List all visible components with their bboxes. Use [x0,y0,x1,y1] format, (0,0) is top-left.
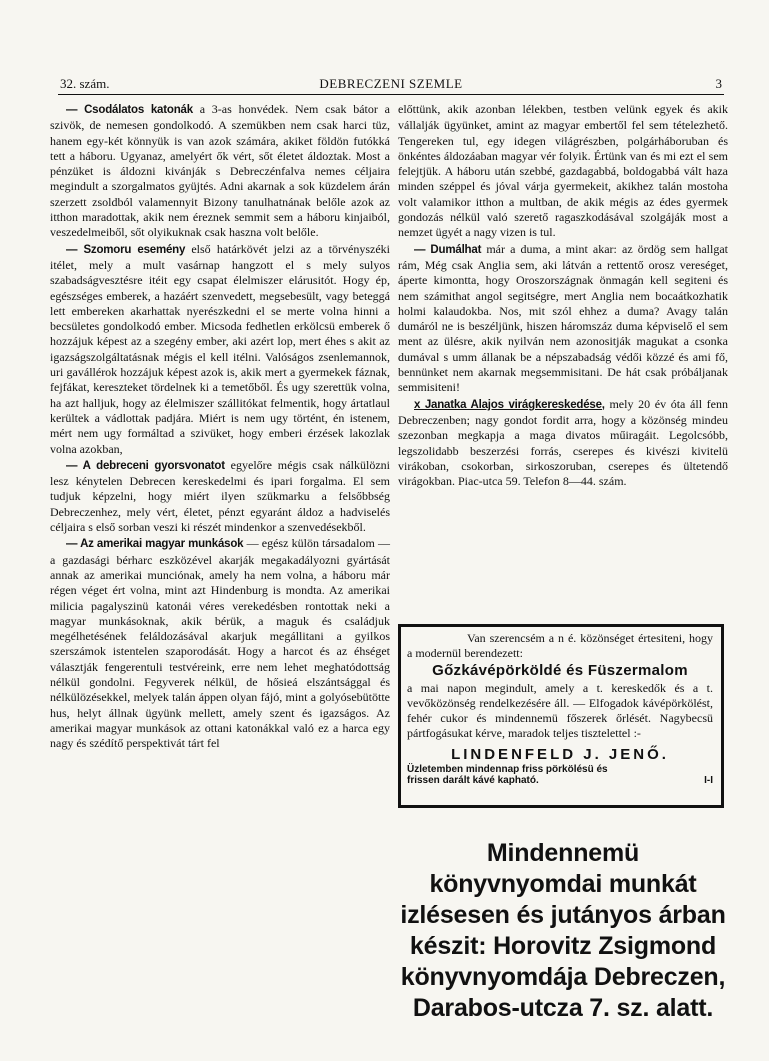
article-heading: — Dumálhat [414,243,482,256]
article-body: első határkövét jelzi az a törvényszéki itélet, mely a mult vasárnap hangzott el s mely sulyos szabadságvesztésre itéit egy csapat élelmiszer elárusitót. Hogy ép, egészséges emberek, a hazáért szenvedett, megsebesült, vagy beteggá lett embereken akarhattak nyerészkedni el se merte volna hinni a becsületes gondolkodó ember. Micsoda fedhetlen erkölcsü emberek ő hozzájuk képest az a szegény ember, aki azért lop, mert éhes s akit az igazságszolgáltatásnak mégis el kell itélni. Valóságos zsenlemannok, uri gavállérok hozzájuk képest azok is, akik mert a gyermekek fáznak, fejfákat, kereszteket tördelnek ki a temetőből. És ugy szerettük volna, ha azt halljuk, hogy az élelmiszer szállitókat felmentik, hogy ártatlaul kerültek a vádlottak padjára. Miért is nem ugy történt, én istenem, mért nem ugy formáltad a szivüket, hogy emberi érzések lakozlak volna azokban, [50,241,390,456]
advert-footer-line: Üzletemben mindennap friss pörkölésü és [407,764,608,775]
printing-advert-line: Mindennemü [486,839,640,867]
issue-number: 32. szám. [60,76,110,91]
article-dumalhat [398,242,728,396]
advert-footer-line: frissen darált kávé kapható. [407,775,539,786]
article-heading: — Az amerikai magyar munkások [66,538,244,551]
article-gyorsvonat [50,458,390,535]
page-number: 3 [715,76,722,91]
article-heading: — A debreceni gyorsvonatot [66,459,225,472]
advert-mark: I-I [704,775,713,786]
article-amerikai-munkasok [50,536,390,751]
article-heading: — Szomoru esemény [66,243,186,256]
article-body: egyelőre mégis csak nálkülözni lesz kénytelen Debrecen kereskedelmi és ipari forgalma. El sem tudjuk képzelni, hogy miért ilyen szükmarku a felsőbbség Debreczenhez, mely vért, életet, pénzt egyaránt áldoz a hadviselés céljaira s első sorban veszi ki részét mindenkor a szenvedésekből. [50,457,391,535]
article-body: — egész külön társadalom — a gazdasági bérharc eszközével akarják megakadályozni gyártását annak az amerikai munciónak, amely ha nem volna, a háboru már régen véget ért volna, mint azt Hindenburg is mondta. Az amerikai milicia pagalyszinü katonái véres verekedésben rontottak neki a magyar munkásoknak, akik bérük, a maguk és családjuk megélhetésének feláldozásával akarjuk megállitani a gyilkos szerszámok istentelen szaporodását. Hogy a harcot és az éhséget választják fengerentuli testvéreink, erre nem lehet meghatódottság nélkül gondolni. Fegyverek nélkül, de hősieá elszántsággal és nélkülözésekkel, melyek talán áppen olyan fájó, mint a golyósebütötte hus, helyt állnak ügyünk mellett, amely szent és igazságos. Az amerikai magyar munkások az ottani katonákkal való ez a harca egy nagy és szédítő perspektivát tárt fel [50,536,390,751]
printing-advert [400,838,726,1024]
article-body: a 3-as honvédek. Nem csak bátor a szivök, de nemesen gondolkodó. A szemükben nem csak harci tüz, hanem egy-két könnyük is van azok számára, akiket földön futókká tett a háboru. Ugyanaz, amelyért ők vért, sőt életet áldoztak. Most a pénzüket is áldozni kivánják s Debreczénfalva nemes céljaira megindult a szorgalmatos gyüjtés. Adni akarnak a sok küzdelem árán szerzett zsoldból valamennyit Bizony tanulhatnának belőle azok az itthon maradottak, akik nem éreznek semmit sem a háboru kinjaiból, veszedelmeiből, sőt olyikuknak csak haszna volt belőle. [50,102,390,240]
article-heading: — Csodálatos katonák [66,104,193,116]
article-janatka [398,397,728,490]
article-szomoru-esemeny [50,242,390,457]
article-csodalatos-katonak [50,102,390,241]
header-rule [58,94,724,95]
printing-advert-line: készit: Horovitz Zsigmond [409,932,717,960]
advert-footer [407,764,713,786]
coffee-advert-box [398,624,724,808]
page-header [60,76,722,94]
article-body: már a duma, a mint akar: az ördög sem hallgat rám, Még csak Anglia sem, aki látván a rettentő orosz vereséget, áperte kimontta, hogy Oroszországnak önmagán kell segiteni és nem számithat angol segitségre, mert Anglia nem bocaátkozhatik holmi kalaudokba. Nos, mit szól ehhez a duma? Avagy talán dumáról ne is beszéljünk, hiszen háromszáz duma képviselő el sem ment az ülésre, akik nyilván nem azonositják magukat a csonka dumával s umm állanak be a népszabadság védői közzé és ami fő, bennünket nem akarnak megsemmisitani. De hát csak próbáljanak semmisiteni! [398,241,728,395]
right-column [398,102,728,489]
article-continuation [398,102,728,241]
printing-advert-line: izlésesen és jutányos árban [400,901,726,929]
printing-advert-line: könyvnyomdája Debreczen, [400,963,726,991]
printing-advert-line: könyvnyomdai munkát [429,870,697,898]
advert-intro: Van szerencsém a n é. közönséget értesiteni, hogy a modernül berendezett: [407,631,713,660]
left-column [50,102,390,751]
advert-brand: Gőzkávépörköldé és Füszermalom [432,662,688,679]
article-heading: x Janatka Alajos virágkereskedése, [414,398,605,411]
article-body: előttünk, akik azonban lélekben, testben velünk egyek és akik vállalják ügyünket, amint az magyar embertől fel sem tételezhető. Tengereken tul, egy idegen világrészben, polgárháboruban és önkéntes áldozáaban magyar vér folyik. Értünk van és mi ezt el sem felejtjük. A háboru után szebbé, gazdagabbá, boldogabbá vált haza minden széppel és jóval várja gyermekeit, akikhez talán mostoha volt valamikor itthon a multban, de akik mégis az édes gyermek gondozás nélkül való szerető ragaszkodásával szolgáják most a nemzet ügyét a nagy vizen is tul. [398,102,728,240]
advert-body: a mai napon megindult, amely a t. kereskedők és a t. vevőközönség rendelkezésére áll. — Elfogadok kávépörkölést, fehér cukor és mindennemü főszerek őrlését. Nagybecsü pártfogásukat kérve, maradok teljes tisztelettel :- [407,681,713,740]
article-body: mely 20 év óta áll fenn Debreczenben; nagy gondot fordit arra, hogy a közönség mindeu szezonban megkapja a maga divatos műiragáit. Legolcsóbb, legszolidabb beszerzési forrás, cserepes és kivészi kivitelü virákoban, csokorban, sirkoszoruban, cserepes és ültetendő virágokban. Piac-utca 59. Telefon 8—44. szám. [398,396,729,489]
advert-owner: LINDENFELD J. JENŐ. [451,746,669,763]
printing-advert-line: Darabos-utcza 7. sz. alatt. [412,994,714,1022]
newspaper-title: DEBRECZENI SZEMLE [319,76,463,91]
